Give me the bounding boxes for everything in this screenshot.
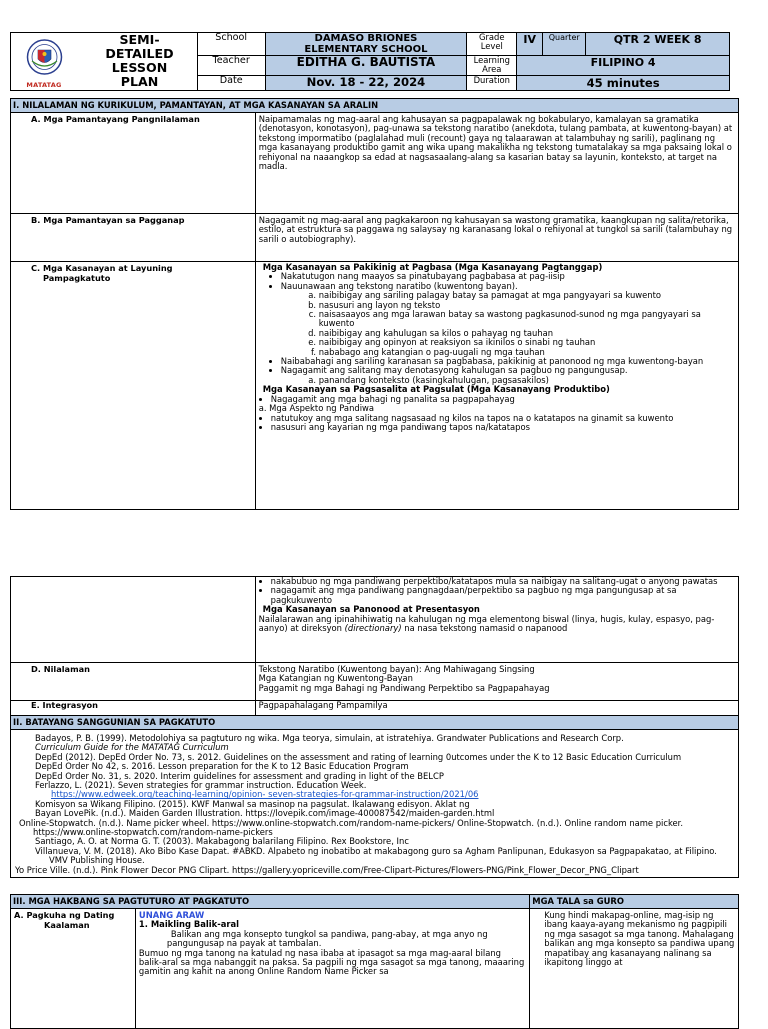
duration-label: Duration (467, 76, 517, 91)
viewing-skills-heading: Mga Kasanayan sa Panonood at Presentasyon (262, 604, 480, 615)
learning-area-value: FILIPINO 4 (517, 56, 730, 76)
school-label: School (197, 33, 265, 56)
list-item: c. naisasaayos ang mga larawan batay sa wastong pagkasunod-sunod ng mga pangyayari sa kuwento (319, 310, 735, 329)
section2-title: II. BATAYANG SANGGUNIAN SA PAGKATUTO (11, 716, 739, 730)
empty-label-cell (11, 577, 256, 663)
list-item: • Naibabahagi ang sariling karanasan sa pagbabasa, pakikinig at panonood ng mga kuwentong-bayan (281, 357, 735, 366)
performance-standards-text: Nagagamit ng mag-aaral ang pagkakaroon ng kahusayan sa wastong gramatika, kaangkupan ng salita/retorika, estilo, at estruktura sa paggawa ng salaysay ng karanasang lokal o rehiyonal at tungkol sa sarili (talambuhay ng sarili o autobiography). (255, 214, 738, 262)
competencies-continued-text (255, 577, 738, 663)
section1-table (10, 98, 739, 510)
reference-item: Online-Stopwatch. (n.d.). Name picker wheel. https://www.online-stopwatch.com/random-name-pickers/ Online-Stopwatch. (n.d.). Online random name picker. https://www.online-stopwatch.com/random-name-pickers (19, 817, 684, 838)
reference-item: Villanueva, V. M. (2018). Ako Bibo Kase Dapat. #ABKD. Alpabeto ng inobatibo at makabagong guro sa Agham Panlipunan, Edukasyon sa Pagpapakatao, at Filipino. VMV Publishing House. (35, 845, 717, 866)
receptive-skills-heading: Mga Kasanayan sa Pakikinig at Pagbasa (Mga Kasanayang Pagtanggap) (262, 262, 603, 272)
teacher-notes-text: Kung hindi makapag-online, mag-isip ng ibang kaaya-ayang mekanismo ng pagpipili ng mga sasagot sa mga tanong. Mahalagang balikan ang mga konsepto sa pandiwa upang mapatibay ang kasanayang nalinang sa ikapitong linggo at (530, 909, 739, 1029)
list-item: a. Mga Aspekto ng Pandiwa (258, 403, 375, 414)
reference-link[interactable]: https://www.edweek.org/teaching-learning/opinion- seven-strategies-for-grammar-instruction/2021/06 (51, 789, 479, 800)
teacher-value: EDITHA G. BAUTISTA (265, 56, 467, 76)
references-list (11, 730, 739, 878)
viewing-skills-text: Nailalarawan ang ipinahihiwatig na kahulugan ng mga elementong biswal (linya, hugis, kulay, espasyo, pag-aanyo) at direksyon (directionary) na nasa tekstong namasid o napanood (258, 613, 715, 634)
matatag-logo-text: MATATAG (26, 81, 62, 89)
quarter-value: QTR 2 WEEK 8 (586, 33, 730, 56)
content-text: Tekstong Naratibo (Kuwentong bayan): Ang Mahiwagang Singsing Mga Katangian ng Kuwentong-Bayan Paggamit ng mga Bahagi ng Pandiwang Perpektibo sa Pagpapahayag (255, 663, 738, 701)
competencies-label: C. Mga Kasanayan at Layuning Pampagkatuto (11, 262, 256, 510)
reference-item: Yo Price Ville. (n.d.). Pink Flower Decor PNG Clipart. https://gallery.yopriceville.com/Free-Clipart-Pictures/Flowers-PNG/Pink_Flower_Decor_PNG_Clipart (15, 864, 639, 875)
teacher-notes-title: MGA TALA sa GURO (530, 895, 739, 909)
list-item: b. nasusuri ang layon ng teksto (319, 301, 735, 310)
reference-item: Ferlazzo, L. (2021). Seven strategies for grammar instruction. Education Week. (35, 780, 367, 791)
integration-text: Pagpapahalagang Pampamilya (255, 701, 738, 716)
date-value: Nov. 18 - 22, 2024 (265, 76, 467, 91)
reference-item: Curriculum Guide for the MATATAG Curriculum (35, 742, 229, 753)
duration-value: 45 minutes (517, 76, 730, 91)
list-item: • Nauunawaan ang tekstong naratibo (kuwentong bayan). (281, 282, 735, 291)
day1-procedure (135, 909, 529, 1029)
list-item: a. panandang konteksto (kasingkahulugan, pagsasakilos) (319, 376, 735, 385)
reference-item: DepEd (2012). DepEd Order No. 73, s. 2012. Guidelines on the assessment and rating of learning 0utcomes under the K to 12 Basic Education Curriculum (35, 751, 682, 762)
list-item: • Nagagamit ang mga bahagi ng panalita sa pagpapahayag (271, 395, 735, 404)
list-item: • nagagamit ang mga pandiwang pangnagdaan/perpektibo sa pagbuo ng mga pangungusap at sa pagkukuwento (271, 586, 735, 605)
list-item: a. naibibigay ang sariling palagay batay sa pamagat at mga pangyayari sa kuwento (319, 291, 735, 300)
integration-label: E. Integrasyon (11, 701, 256, 716)
quarter-label: Quarter (543, 33, 586, 56)
performance-standards-label: B. Mga Pamantayan sa Pagganap (11, 214, 256, 262)
section3-title: III. MGA HAKBANG SA PAGTUTURO AT PAGKATUTO (11, 895, 530, 909)
list-item: d. naibibigay ang kahulugan sa kilos o pahayag ng tauhan (319, 329, 735, 338)
list-item: • nasusuri ang kayarian ng mga pandiwang tapos na/katatapos (271, 423, 735, 432)
list-item: f. nababago ang katangian o pag-uugali ng mga tauhan (319, 348, 735, 357)
section1-continued-table (10, 576, 739, 878)
logo-cell (11, 33, 83, 91)
reference-item: DepEd Order No. 31, s. 2020. Interim guidelines for assessment and grading in light of the BELCP (35, 770, 444, 781)
content-standards-label: A. Mga Pamantayang Pangnilalaman (11, 113, 256, 214)
reference-item: Badayos, P. B. (1999). Metodolohiya sa pagtuturo ng wika. Mga teorya, simulain, at istratehiya. Grandwater Publications and Research Corp. (35, 733, 624, 743)
step-text: Bumuo ng mga tanong na katulad ng nasa ibaba at ipasagot sa mga mag-aaral bilang balik-aral sa mga nabanggit na paksa. Sa pagpili ng mga sasagot sa mga tanong, maaaring gamitin ang kahit na anong Online Random Name Picker sa (138, 947, 525, 977)
prior-knowledge-label: A. Pagkuha ng Dating Kaalaman (11, 909, 136, 1029)
content-standards-text: Naipamamalas ng mag-aaral ang kahusayan sa pagpapalawak ng bokabularyo, kamalayan sa gramatika (denotasyon, konotasyon), pag-unawa sa tekstong naratibo (anekdota, tulang pambata, at kuwentong-bayan) at tekstong impormatibo (paglalahad muli (recount) gaya ng talaarawan at talambuhay ng sarili), paglinang ng mga kasanayang produktibo gamit ang wika upang makalikha ng tekstong tumatalakay sa mga paksaing lokal o rehiyonal na naaangkop sa edad at nagsasaalang-alang sa kasarian batay sa layunin, konteksto, at target na madla. (255, 113, 738, 214)
plan-title: SEMI- DETAILED LESSON PLAN (82, 33, 197, 91)
section1-title: I. NILALAMAN NG KURIKULUM, PAMANTAYAN, AT MGA KASANAYAN SA ARALIN (11, 99, 739, 113)
day-heading: UNANG ARAW (138, 910, 205, 920)
reference-item: Santiago, A. O. at Norma G. T. (2003). Makabagong balarilang Filipino. Rex Bookstore, Inc (35, 836, 409, 847)
grade-value: IV (517, 33, 543, 56)
teacher-label: Teacher (197, 56, 265, 76)
list-item: • Nakatutugon nang maayos sa pinatubayang pagbabasa at pag-iisip (281, 272, 735, 281)
step-text: Balikan ang mga konsepto tungkol sa pandiwa, pang-abay, at mga anyo ng pangungusap na payak at tambalan. (166, 928, 488, 949)
reference-item: Komisyon sa Wikang Filipino. (2015). KWF Manwal sa masinop na pagsulat. Ikalawang edisyon. Aklat ng (35, 798, 470, 809)
header-table (10, 32, 730, 91)
date-label: Date (197, 76, 265, 91)
list-item: • natutukoy ang mga salitang nagsasaad ng kilos na tapos na o katatapos na ginamit sa kuwento (271, 414, 735, 423)
list-item: e. naibibigay ang opinyon at reaksiyon sa ikinilos o sinabi ng tauhan (319, 338, 735, 347)
competencies-text (255, 262, 738, 510)
school-value: DAMASO BRIONES ELEMENTARY SCHOOL (265, 33, 467, 56)
list-item: • nakabubuo ng mga pandiwang perpektibo/katatapos mula sa naibigay na salitang-ugat o anyong pawatas (271, 577, 735, 586)
productive-skills-heading: Mga Kasanayan sa Pagsasalita at Pagsulat (Mga Kasanayang Produktibo) (262, 384, 610, 395)
reference-item: Bayan LovePik. (n.d.). Maiden Garden Illustration. https://lovepik.com/image-400087542/maiden-garden.html (35, 808, 495, 819)
content-label: D. Nilalaman (11, 663, 256, 701)
step-heading: 1. Maikling Balik-aral (138, 919, 239, 930)
reference-item: DepEd Order No 42, s. 2016. Lesson preparation for the K to 12 Basic Education Program (35, 761, 409, 772)
learning-area-label: Learning Area (467, 56, 517, 76)
grade-label: Grade Level (467, 33, 517, 56)
list-item: • Nagagamit ang salitang may denotasyong kahulugan sa pagbuo ng pangungusap. (281, 366, 735, 375)
section3-table (10, 894, 739, 1029)
